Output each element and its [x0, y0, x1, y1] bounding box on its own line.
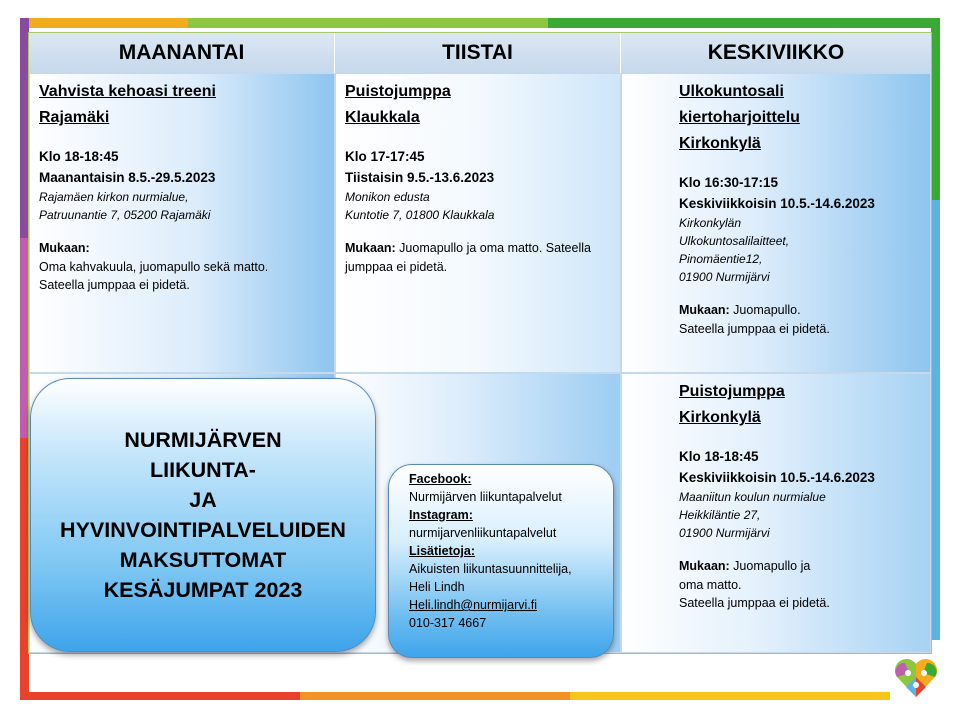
- info-label: Lisätietoja:: [409, 544, 475, 558]
- frame-top-lightgreen: [188, 18, 548, 28]
- monday-dates: Maanantaisin 8.5.-29.5.2023: [39, 170, 216, 185]
- tuesday-bring-line1: Juomapullo ja oma matto. Sateella: [395, 241, 591, 255]
- frame-bottom-yellow: [570, 692, 890, 700]
- monday-bring-label: Mukaan:: [39, 241, 90, 255]
- tuesday-time: Klo 17-17:45: [345, 149, 425, 164]
- title-line1: NURMIJÄRVEN: [124, 428, 282, 452]
- title-line2: LIIKUNTA-: [150, 458, 256, 482]
- wednesday1-place-line3: Pinomäentie12,: [679, 252, 763, 266]
- header-monday: MAANANTAI: [29, 33, 335, 73]
- tuesday-place-line2: Kuntotie 7, 01800 Klaukkala: [345, 208, 495, 222]
- monday-time: Klo 18-18:45: [39, 149, 119, 164]
- frame-bottom-orange: [300, 692, 570, 700]
- monday-session: [39, 79, 329, 295]
- email-link[interactable]: Heli.lindh@nurmijarvi.fi: [409, 598, 538, 612]
- tuesday-bring-label: Mukaan:: [345, 241, 396, 255]
- frame-top-green: [548, 18, 940, 28]
- wednesday1-place-line2: Ulkokuntosalilaitteet,: [679, 234, 790, 248]
- wednesday1-place-line4: 01900 Nurmijärvi: [679, 270, 770, 284]
- title-line6: KESÄJUMPAT 2023: [103, 578, 303, 602]
- facebook-label: Facebook:: [409, 472, 472, 486]
- tuesday-title-line2: Klaukkala: [345, 109, 420, 126]
- tuesday-session: [345, 79, 617, 276]
- info-line1: Aikuisten liikuntasuunnittelija,: [409, 562, 572, 576]
- monday-title-line2: Rajamäki: [39, 109, 110, 126]
- contact-bubble: [388, 464, 614, 658]
- wednesday1-bring-label: Mukaan:: [679, 303, 730, 317]
- wednesday1-bring-line2: Sateella jumppaa ei pidetä.: [679, 321, 830, 336]
- wednesday2-bring-line1: Juomapullo ja: [729, 559, 811, 573]
- instagram-label: Instagram:: [409, 508, 473, 522]
- tuesday-bring-line2: jumppaa ei pidetä.: [345, 259, 448, 274]
- phone-number: 010-317 4667: [409, 616, 487, 630]
- tuesday-title-line1: Puistojumppa: [345, 83, 451, 100]
- wednesday2-bring-label: Mukaan:: [679, 559, 730, 573]
- title-bubble: [30, 378, 376, 652]
- monday-title-line1: Vahvista kehoasi treeni: [39, 83, 216, 100]
- tuesday-place-line1: Monikon edusta: [345, 190, 430, 204]
- wednesday2-place-line2: Heikkiläntie 27,: [679, 508, 761, 522]
- frame-right-blue: [931, 200, 940, 640]
- wednesday2-place-line1: Maaniitun koulun nurmialue: [679, 490, 826, 504]
- monday-bring-line1: Oma kahvakuula, juomapullo sekä matto.: [39, 259, 269, 274]
- frame-bottom-red: [20, 692, 300, 700]
- wednesday1-place-line1: Kirkonkylän: [679, 216, 742, 230]
- wednesday1-time: Klo 16:30-17:15: [679, 175, 779, 190]
- frame-top-orange: [20, 18, 188, 28]
- facebook-value[interactable]: Nurmijärven liikuntapalvelut: [409, 490, 562, 504]
- wednesday1-title-line2: kiertoharjoittelu: [679, 109, 800, 126]
- monday-place-line2: Patruunantie 7, 05200 Rajamäki: [39, 208, 211, 222]
- wednesday-session-1: [679, 79, 929, 338]
- title-bubble-text: [60, 425, 346, 605]
- wednesday2-bring-line3: Sateella jumppaa ei pidetä.: [679, 596, 830, 610]
- wednesday2-bring-line2: oma matto.: [679, 577, 742, 592]
- title-line4: HYVINVOINTIPALVELUIDEN: [60, 518, 346, 542]
- wednesday1-title-line3: Kirkonkylä: [679, 135, 761, 152]
- wednesday1-title-line1: Ulkokuntosali: [679, 83, 784, 100]
- wednesday2-time: Klo 18-18:45: [679, 449, 759, 464]
- wednesday2-title-line2: Kirkonkylä: [679, 409, 761, 426]
- wednesday1-bring-line1: Juomapullo.: [729, 303, 801, 317]
- wednesday2-title-line1: Puistojumppa: [679, 383, 785, 400]
- monday-place-line1: Rajamäen kirkon nurmialue,: [39, 190, 189, 204]
- info-line2: Heli Lindh: [409, 580, 465, 594]
- tuesday-dates: Tiistaisin 9.5.-13.6.2023: [345, 170, 495, 185]
- instagram-value[interactable]: nurmijarvenliikuntapalvelut: [409, 526, 557, 540]
- title-line3: JA: [189, 488, 217, 512]
- wednesday2-place-line3: 01900 Nurmijärvi: [679, 526, 770, 540]
- header-tuesday: TIISTAI: [335, 33, 621, 73]
- wednesday1-dates: Keskiviikkoisin 10.5.-14.6.2023: [679, 196, 875, 211]
- monday-bring-line2: Sateella jumppaa ei pidetä.: [39, 278, 190, 292]
- title-line5: MAKSUTTOMAT: [119, 548, 287, 572]
- header-wednesday: KESKIVIIKKO: [621, 33, 931, 73]
- frame-right-green: [931, 18, 940, 200]
- wednesday2-dates: Keskiviikkoisin 10.5.-14.6.2023: [679, 470, 875, 485]
- wednesday-session-2: [679, 379, 929, 613]
- heart-logo-icon: [893, 655, 939, 699]
